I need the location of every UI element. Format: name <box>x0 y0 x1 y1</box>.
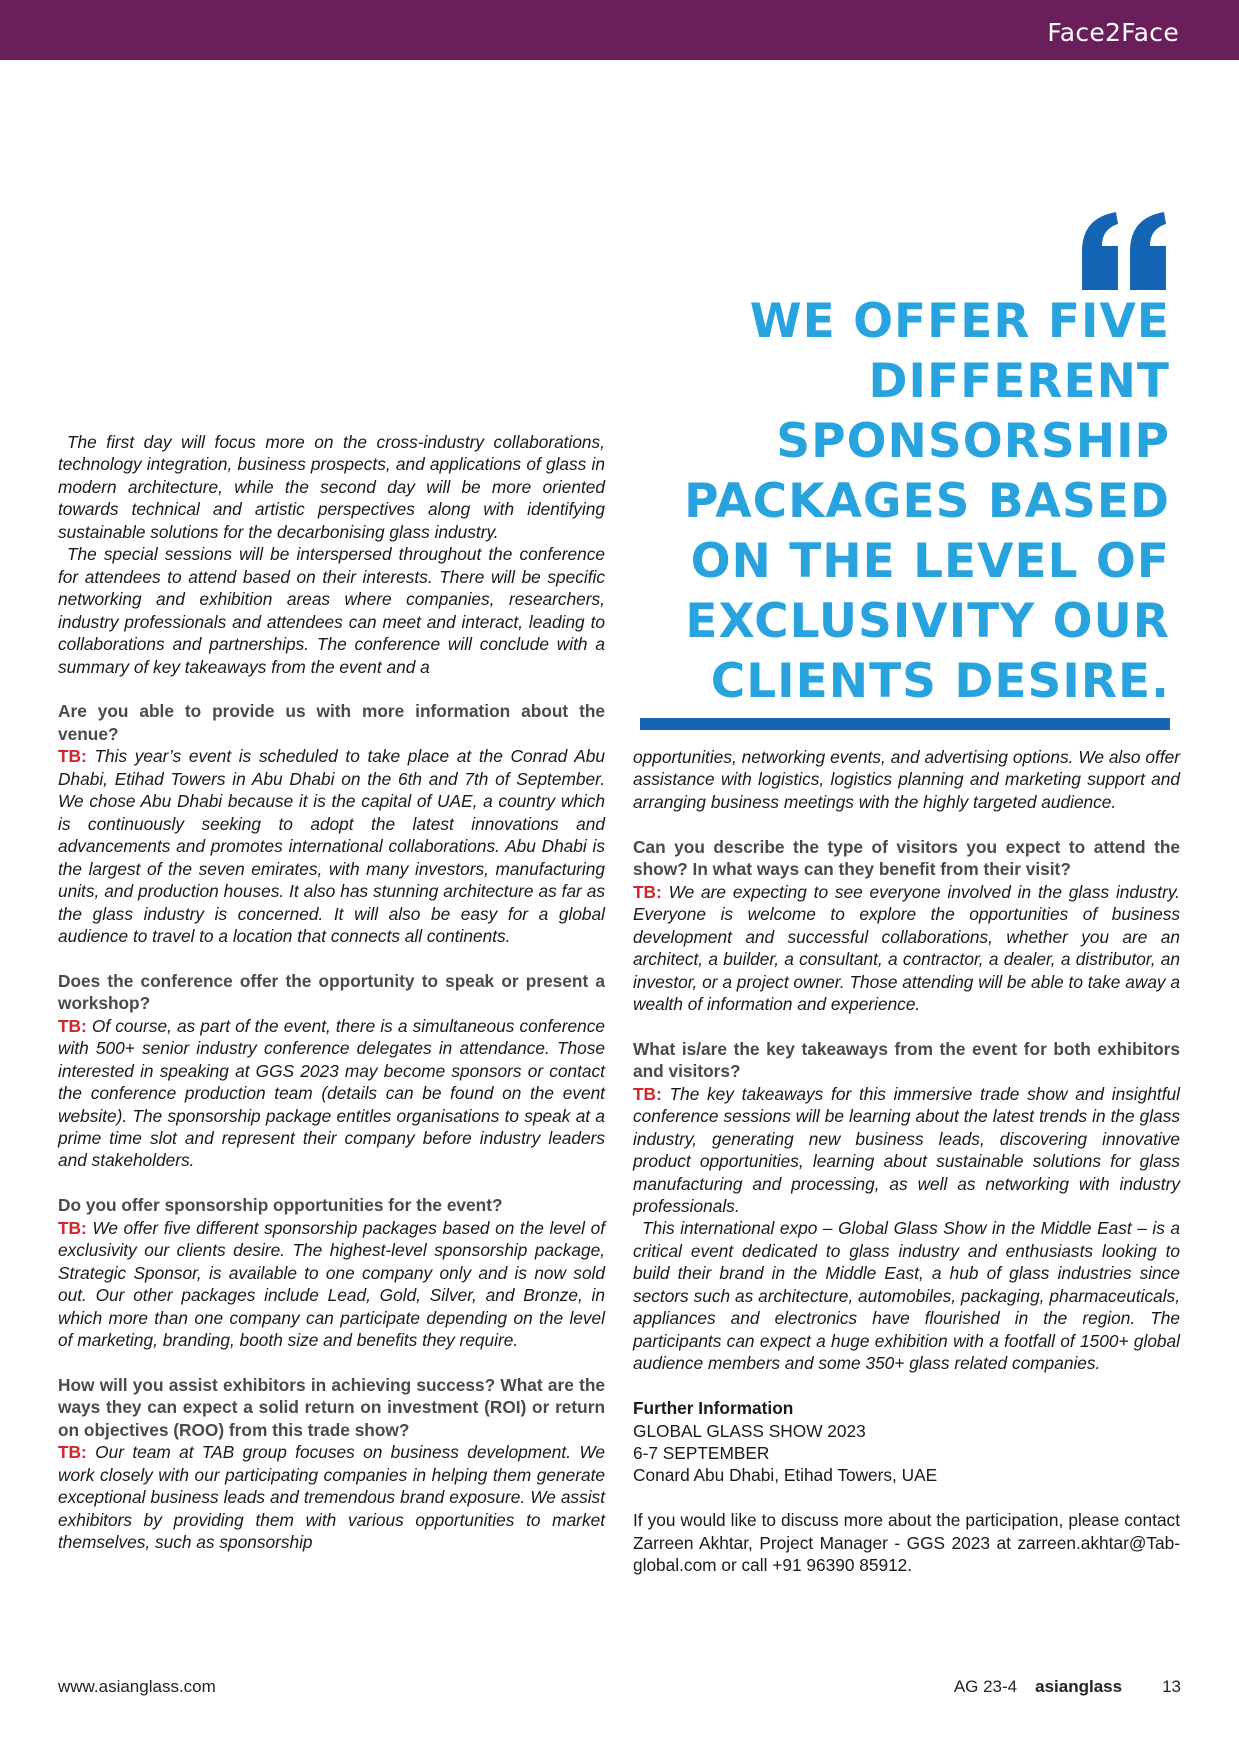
pull-quote-rule <box>640 718 1170 730</box>
answer-paragraph: This international expo – Global Glass Show in the Middle East – is a critical event dedicated to glass industry and enthusiasts looking to build their brand in the Middle East, a hub of glass industries since sectors such as architecture, automobiles, packaging, pharmaceuticals, appliances and electronics have flourished in the region. The participants can expect a huge exhibition with a footfall of 1500+ global audience members and some 350+ glass related companies. <box>633 1218 1180 1374</box>
tb-label: TB: <box>633 1083 662 1104</box>
pull-quote-line: DIFFERENT <box>868 354 1170 409</box>
answer-text: Of course, as part of the event, there is a simultaneous conference with 500+ senior industry conference delegates in attendance. Those interested in speaking at GGS 2023 may become sponsors or contact the conference production team (details can be found on the event website). The sponsorship package entitles organisations to speak at a prime time slot and represent their company before industry leaders and stakeholders. <box>58 1015 605 1171</box>
footer-brand: asianglass <box>1035 1677 1123 1696</box>
answer-continuation: opportunities, networking events, and advertising options. We also offer assistance with logistics, logistics planning and marketing support and arranging business meetings with the highly targeted audience. <box>633 747 1180 812</box>
question-heading: Does the conference offer the opportunity to speak or present a workshop? <box>58 970 605 1014</box>
answer-text: This year’s event is scheduled to take place at the Conrad Abu Dhabi, Etihad Towers in Abu Dhabi on the 6th and 7th of September. We chose Abu Dhabi because it is the capital of UAE, a country which is continuously seeking to adopt the latest innovations and advancements and promotes international collaborations. Abu Dhabi is the largest of the seven emirates, with many investors, manufacturing units, and production houses. It also has stunning architecture as far as the glass industry is concerned. It will also be easy for a global audience to travel to a location that connects all continents. <box>58 746 605 946</box>
further-info-line: Conard Abu Dhabi, Etihad Towers, UAE <box>633 1465 938 1486</box>
answer-paragraph <box>633 881 1180 1016</box>
question-heading: What is/are the key takeaways from the event for both exhibitors and visitors? <box>633 1038 1180 1082</box>
question-heading: Are you able to provide us with more information about the venue? <box>58 701 605 744</box>
pull-quote-line: EXCLUSIVITY OUR <box>685 594 1170 649</box>
further-info-title: Further Information <box>633 1398 794 1419</box>
pull-quote-line: ON THE LEVEL OF <box>690 534 1170 589</box>
answer-paragraph <box>58 745 605 947</box>
contact-paragraph: If you would like to discuss more about the participation, please contact Zarreen Akhtar, Project Manager - GGS 2023 at zarreen.akhtar@Tab-global.com or call +91 96390 85912. <box>633 1510 1180 1576</box>
further-info-line: GLOBAL GLASS SHOW 2023 <box>633 1420 866 1441</box>
question-heading: Do you offer sponsorship opportunities for the event? <box>58 1195 503 1216</box>
answer-paragraph <box>58 1217 605 1352</box>
page-number: 13 <box>1162 1677 1181 1696</box>
answer-text: Our team at TAB group focuses on business development. We work closely with our participating companies in helping them generate exceptional business leads and tremendous brand exposure. We assist exhibitors by providing them with various opportunities to market themselves, such as sponsorship <box>58 1442 605 1553</box>
pull-quote-line: CLIENTS DESIRE. <box>710 654 1170 709</box>
answer-paragraph <box>58 1441 605 1553</box>
intro-paragraph: The first day will focus more on the cross-industry collaborations, technology integration, business prospects, and applications of glass in modern architecture, while the second day will be more oriented towards technical and artistic perspectives along with identifying sustainable solutions for the decarbonising glass industry. <box>58 432 605 542</box>
footer-website[interactable]: www.asianglass.com <box>58 1677 216 1696</box>
intro-paragraph: The special sessions will be interspersed throughout the conference for attendees to attend based on their interests. There will be specific networking and exhibition areas where companies, researchers, industry professionals and attendees can meet and interact, leading to collaborations and partnerships. The conference will conclude with a summary of key takeaways from the event and a <box>58 544 605 677</box>
footer-meta <box>938 1677 1181 1697</box>
question-heading: How will you assist exhibitors in achieving success? What are the ways they can expect a solid return on investment (ROI) or return on objectives (ROO) from this trade show? <box>58 1374 605 1440</box>
question-heading: Can you describe the type of visitors you expect to attend the show? In what ways can they benefit from their visit? <box>633 836 1180 880</box>
section-label: Face2Face <box>1047 18 1179 47</box>
left-column <box>58 431 605 1554</box>
quote-mark-icon <box>1080 212 1170 290</box>
further-info-line: 6-7 SEPTEMBER <box>633 1443 770 1463</box>
answer-paragraph <box>58 1015 605 1172</box>
pull-quote-line: PACKAGES BASED <box>684 474 1170 529</box>
footer-issue: AG 23-4 <box>953 1677 1018 1696</box>
answer-text: We are expecting to see everyone involved in the glass industry. Everyone is welcome to explore the opportunities of business development and successful collaborations, whether you are an architect, a builder, a consultant, a contractor, a dealer, a distributor, an investor, or a project owner. Those attending will be able to take away a wealth of information and experience. <box>633 881 1180 1014</box>
header-bar <box>0 0 1239 60</box>
tb-label: TB: <box>58 1442 87 1463</box>
answer-text: We offer five different sponsorship packages based on the level of exclusivity our clients desire. The highest-level sponsorship package, Strategic Sponsor, is available to one company only and is now sold out. Our other packages include Lead, Gold, Silver, and Bronze, in which more than one company can participate depending on the level of marketing, branding, booth size and benefits they require. <box>58 1217 605 1351</box>
answer-text: The key takeaways for this immersive trade show and insightful conference sessions will be learning about the latest trends in the glass industry, generating new business leads, discovering innovative product opportunities, learning about sustainable solutions for glass manufacturing and processing, as well as networking with industry professionals. <box>633 1083 1180 1217</box>
pull-quote-line: WE OFFER FIVE <box>749 294 1170 349</box>
tb-label: TB: <box>58 1015 87 1036</box>
further-information <box>633 1397 1180 1577</box>
right-column <box>633 746 1180 1577</box>
tb-label: TB: <box>58 1217 87 1238</box>
pull-quote-line: SPONSORSHIP <box>776 414 1170 469</box>
tb-label: TB: <box>633 881 662 902</box>
tb-label: TB: <box>58 746 87 767</box>
answer-paragraph <box>633 1083 1180 1218</box>
pull-quote <box>640 292 1170 712</box>
